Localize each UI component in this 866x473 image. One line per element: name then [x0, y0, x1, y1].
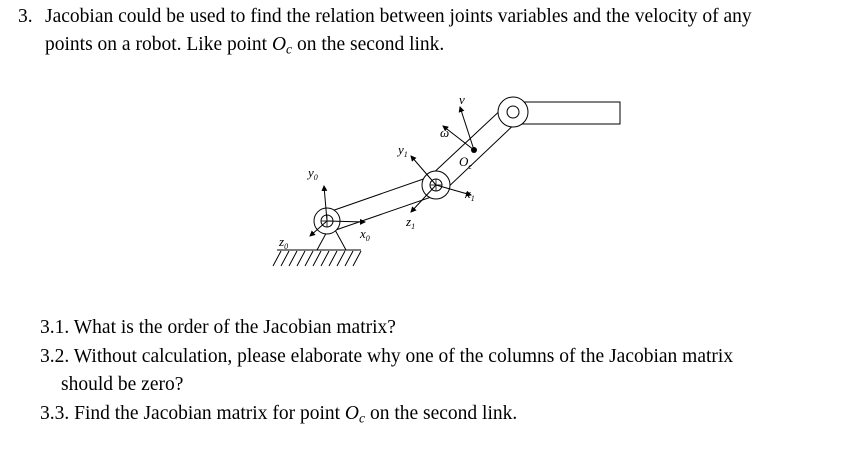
subquestion-continuation: should be zero? [61, 374, 184, 395]
ground-hatch-icon [273, 250, 361, 266]
label-omega: ω [440, 125, 450, 140]
point-oc-symbol: O [271, 34, 287, 55]
question-line-2 [18, 31, 858, 59]
subquestion-3-3 [40, 400, 860, 429]
end-effector-bar [515, 102, 620, 124]
label-oc: $O_c$ [459, 154, 472, 171]
subquestion-number: 3.3. [40, 402, 70, 424]
label-y1: $y_1$ [398, 142, 408, 159]
question-text-line2: points on a robot. Like point $O_c$ on the second link. [45, 34, 445, 57]
subquestion-number: 3.2. [40, 345, 70, 367]
question-3 [18, 3, 858, 59]
point-oc-subscript: c [359, 409, 366, 425]
subquestion-text: Without calculation, please elaborate why one of the columns of the Jacobian matrix [73, 345, 734, 367]
question-number: 3. [18, 6, 33, 27]
question-text-line1: Jacobian could be used to find the relation between joints variables and the velocity of any [45, 6, 752, 27]
end-effector-joint-icon [498, 97, 528, 127]
label-x1: $x_1$ [465, 186, 475, 203]
subquestions [40, 314, 860, 428]
label-x0: $x_0$ [360, 226, 370, 243]
robot-arm-diagram [265, 88, 635, 288]
subquestion-3-1 [40, 314, 860, 343]
robot-arm-figure [265, 88, 635, 288]
label-v: v [459, 92, 465, 107]
point-oc-symbol: O [344, 402, 360, 424]
subquestion-text: Find the Jacobian matrix for point $O_c$ on the second link. [74, 402, 518, 425]
subquestion-text: What is the order of the Jacobian matrix? [73, 317, 396, 338]
label-z0: $z_0$ [279, 234, 289, 251]
subquestion-3-2 [40, 343, 860, 400]
question-line-1 [18, 3, 858, 31]
label-z1: $z_1$ [406, 214, 416, 231]
subquestion-number: 3.1. [40, 317, 70, 338]
point-oc-subscript: c [286, 41, 293, 57]
label-y0: $y_0$ [308, 165, 318, 182]
